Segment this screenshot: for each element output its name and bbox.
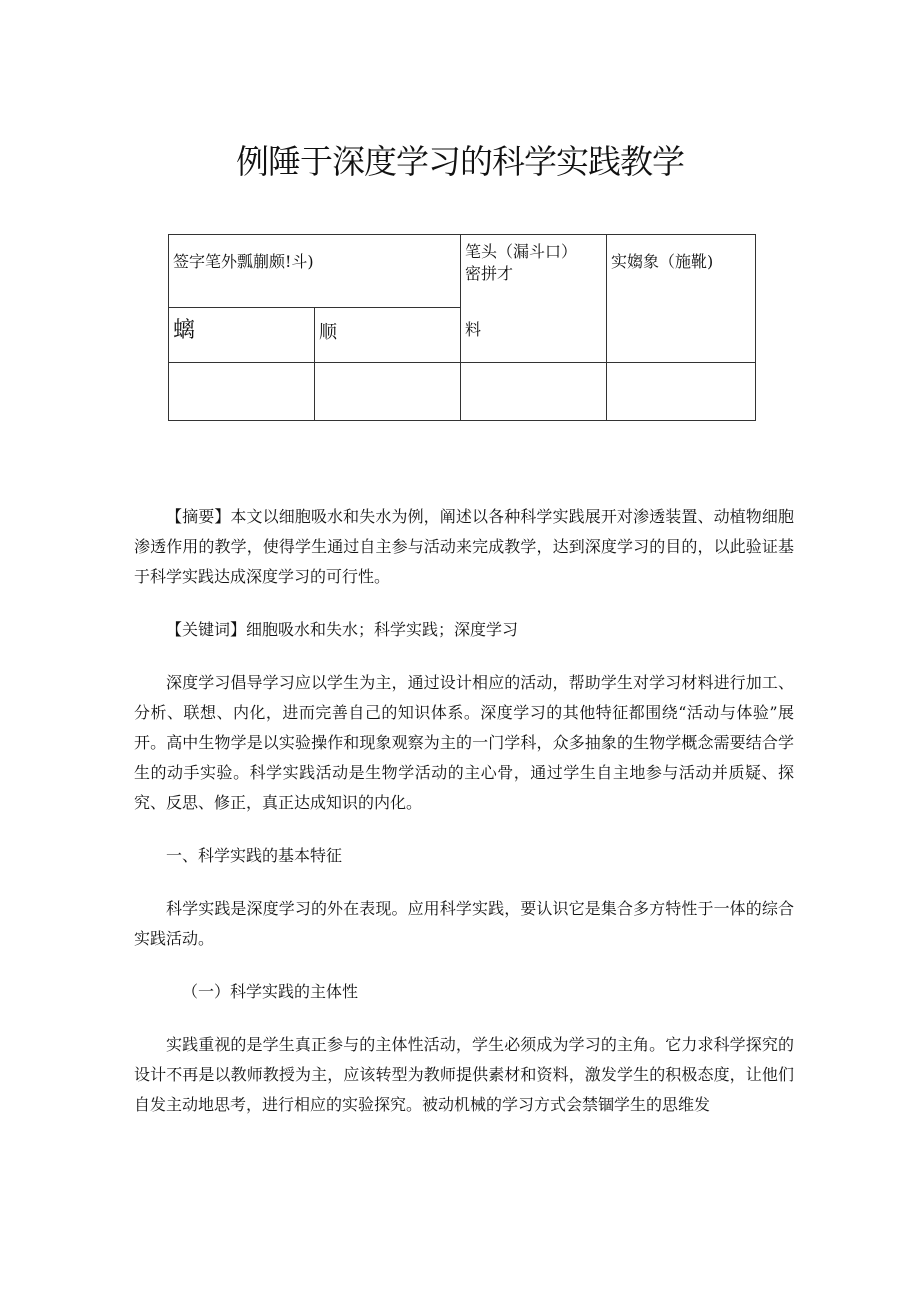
section-heading-1: 一、科学实践的基本特征 — [166, 846, 343, 865]
table-cell-r3c1 — [169, 363, 315, 421]
table-cell-r1c3-line1: 笔头（漏斗口） — [465, 242, 578, 261]
table-cell-r2c2: 顺 — [315, 308, 461, 363]
paragraph-3: 实践重视的是学生真正参与的主体性活动，学生必须成为学习的主角。它力求科学探究的设计不再是以教师教授为主，应该转型为教师提供素材和资料，激发学生的积极态度，让他们自发主动地思考，进行相应的实验探究。被动机械的学习方式会禁锢学生的思维发 — [134, 1035, 794, 1114]
table-cell-r3c4 — [607, 363, 756, 421]
table-cell-r1c3-line2: 密拼才 — [465, 264, 514, 283]
table-cell-r1c1: 签字笔外瓢蒯颇!斗) — [169, 235, 461, 308]
keywords-paragraph: 【关键词】细胞吸水和失水；科学实践；深度学习 — [166, 620, 519, 639]
table-cell-r3c3 — [461, 363, 607, 421]
abstract-paragraph: 【摘要】本文以细胞吸水和失水为例，阐述以各种科学实践展开对渗透装置、动植物细胞渗透作用的教学，使得学生通过自主参与活动来完成教学，达到深度学习的目的，以此验证基于科学实践达成深度学习的可行性。 — [134, 507, 794, 586]
paragraph-1: 深度学习倡导学习应以学生为主，通过设计相应的活动，帮助学生对学习材料进行加工、分析、联想、内化，进而完善自己的知识体系。深度学习的其他特征都围绕“活动与体验”展开。高中生物学是以实验操作和现象观察为主的一门学科，众多抽象的生物学概念需要结合学生的动手实验。科学实践活动是生物学活动的主心骨，通过学生自主地参与活动并质疑、探究、反思、修正，真正达成知识的内化。 — [134, 673, 794, 812]
paragraph-2: 科学实践是深度学习的外在表现。应用科学实践，要认识它是集合多方特性于一体的综合实践活动。 — [134, 899, 794, 948]
table-cell-r1c3-line3: 料 — [465, 320, 482, 339]
table-cell-r1c3 — [461, 235, 607, 363]
body-text — [134, 502, 794, 1143]
table-cell-r1c4: 实媰象（施靴) — [607, 235, 756, 363]
info-table — [168, 234, 756, 421]
page-title: 例陲于深度学习的科学实践教学 — [236, 142, 684, 181]
subsection-heading-1: （一）科学实践的主体性 — [182, 982, 359, 1001]
table-cell-r3c2 — [315, 363, 461, 421]
table-cell-r2c1: 螭 — [169, 308, 315, 363]
